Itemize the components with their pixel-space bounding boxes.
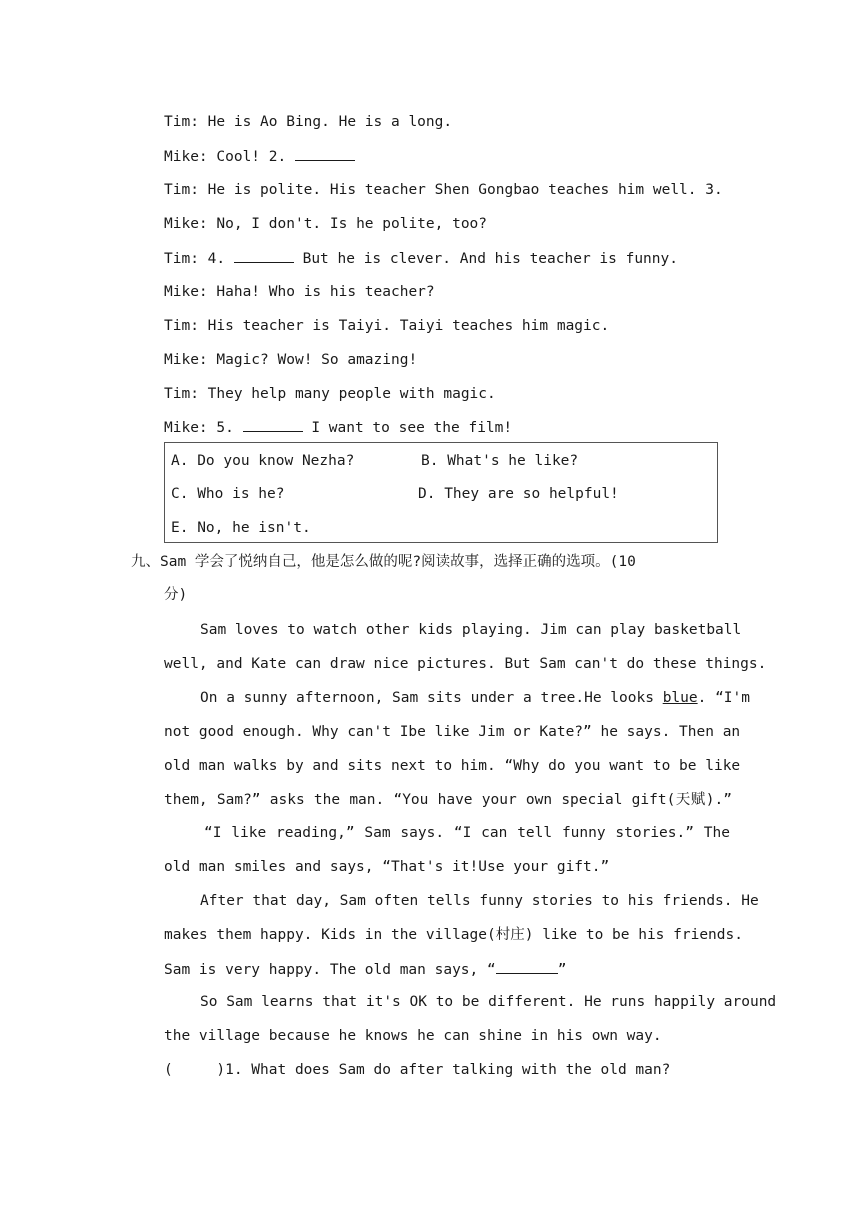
question-1 — [164, 1060, 670, 1080]
option-b: B. What's he like? — [421, 453, 579, 469]
story-line: So Sam learns that it's OK to be different. He runs happily around — [200, 994, 777, 1010]
speaker: Tim: — [164, 251, 199, 267]
answer-blank-5[interactable] — [243, 417, 303, 432]
story-line: “I like reading,” Sam says. “I can tell funny stories.” The — [204, 825, 730, 841]
story-line: not good enough. Why can't Ibe like Jim or Kate?” he says. Then an — [164, 724, 741, 740]
story-text: ” — [557, 962, 567, 978]
speaker: Mike: — [164, 420, 208, 436]
dialogue-line-8 — [164, 350, 417, 370]
dialogue-text: He is polite. His teacher Shen Gongbao teaches him well. 3. — [207, 182, 723, 198]
story-text: . “I'm — [697, 690, 750, 706]
dialogue-text: But he is clever. And his teacher is funny. — [302, 251, 678, 267]
dialogue-line-7 — [164, 316, 609, 336]
story-line — [200, 688, 750, 708]
story-line: old man smiles and says, “That's it!Use your gift.” — [164, 859, 610, 875]
dialogue-number: 5. — [216, 420, 234, 436]
dialogue-text: He is Ao Bing. He is a long. — [207, 114, 453, 130]
story-line: them, Sam?” asks the man. “You have your own special gift(天赋).” — [164, 792, 732, 808]
answer-paren[interactable]: ( ) — [164, 1062, 226, 1078]
speaker: Tim: — [164, 114, 199, 130]
story-text: Sam is very happy. The old man says, “ — [164, 962, 496, 978]
dialogue-text: No, I don't. Is he polite, too? — [216, 216, 488, 232]
story-line: well, and Kate can draw nice pictures. But Sam can't do these things. — [164, 656, 767, 672]
dialogue-number: 4. — [207, 251, 226, 267]
story-line: makes them happy. Kids in the village(村庄) like to be his friends. — [164, 927, 743, 943]
question-text: 1. What does Sam do after talking with the old man? — [225, 1062, 671, 1078]
speaker: Mike: — [164, 149, 208, 165]
dialogue-line-3 — [164, 180, 723, 200]
answer-blank-quote[interactable] — [496, 959, 558, 974]
dialogue-line-1 — [164, 112, 452, 132]
dialogue-text: Magic? Wow! So amazing! — [216, 352, 418, 368]
dialogue-text: I want to see the film! — [311, 420, 513, 436]
dialogue-line-9 — [164, 384, 496, 404]
dialogue-line-4 — [164, 214, 487, 234]
option-e: E. No, he isn't. — [171, 520, 311, 536]
speaker: Tim: — [164, 182, 199, 198]
dialogue-line-10 — [164, 417, 512, 438]
answer-blank-2[interactable] — [295, 146, 355, 161]
dialogue-text: Haha! Who is his teacher? — [216, 284, 435, 300]
option-d: D. They are so helpful! — [418, 486, 619, 502]
dialogue-line-2 — [164, 146, 355, 167]
options-box — [164, 442, 718, 543]
speaker: Mike: — [164, 352, 208, 368]
dialogue-text: They help many people with magic. — [207, 386, 496, 402]
speaker: Tim: — [164, 318, 199, 334]
dialogue-text: Cool! 2. — [216, 149, 287, 165]
story-line: Sam loves to watch other kids playing. Jim can play basketball — [200, 622, 742, 638]
underlined-word: blue — [662, 690, 698, 706]
story-line: After that day, Sam often tells funny stories to his friends. He — [200, 893, 759, 909]
section-heading: 九、Sam 学会了悦纳自己，他是怎么做的呢?阅读故事，选择正确的选项。(10 — [131, 554, 636, 570]
option-a: A. Do you know Nezha? — [171, 453, 355, 469]
speaker: Tim: — [164, 386, 199, 402]
dialogue-line-5 — [164, 248, 678, 269]
answer-blank-4[interactable] — [234, 248, 294, 263]
speaker: Mike: — [164, 284, 208, 300]
story-line — [164, 959, 566, 980]
speaker: Mike: — [164, 216, 208, 232]
dialogue-line-6 — [164, 282, 435, 302]
dialogue-text: His teacher is Taiyi. Taiyi teaches him magic. — [207, 318, 610, 334]
option-c: C. Who is he? — [171, 486, 285, 502]
story-text: On a sunny afternoon, Sam sits under a tree.He looks — [200, 690, 654, 706]
story-line: old man walks by and sits next to him. “Why do you want to be like — [164, 758, 741, 774]
story-line: the village because he knows he can shine in his own way. — [164, 1028, 662, 1044]
section-heading-cont: 分) — [164, 587, 188, 603]
